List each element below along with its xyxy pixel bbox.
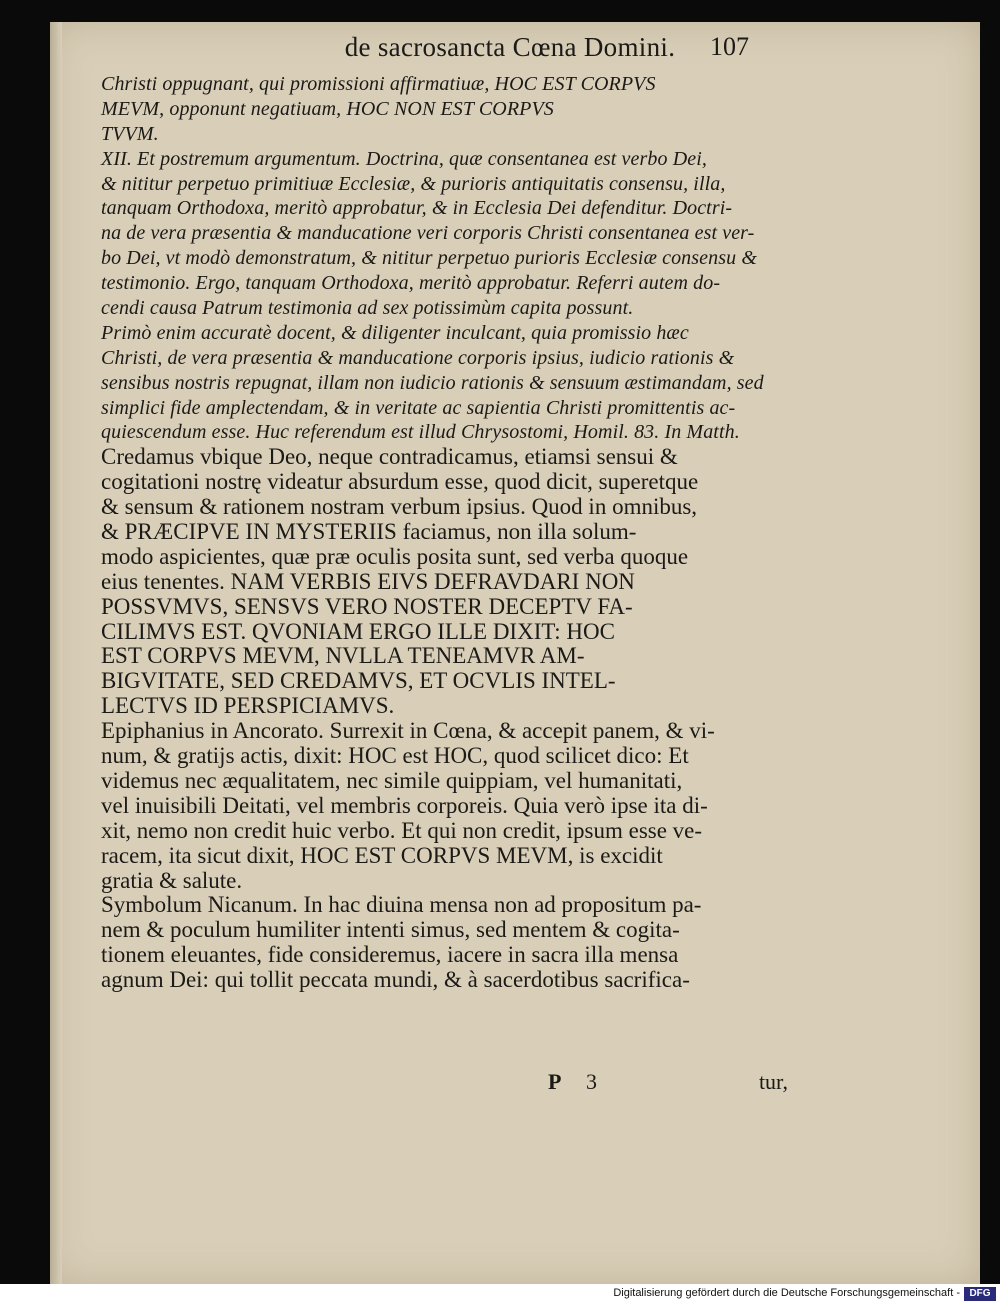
text-line: Credamus vbique Deo, neque contradicamus, etiamsi sensui & xyxy=(101,444,678,470)
page-number: 107 xyxy=(710,32,749,61)
text-line: sensibus nostris repugnat, illam non iudicio rationis & sensuum æstimandam, sed xyxy=(101,371,764,394)
text-line: Christi oppugnant, qui promissioni affirmatiuæ, HOC EST CORPVS xyxy=(101,73,656,95)
text-line: xit, nemo non credit huic verbo. Et qui non credit, ipsum esse ve- xyxy=(101,817,703,843)
text-line: MEVM, opponunt negatiuam, HOC NON EST CORPVS xyxy=(101,97,554,120)
text-line: & nititur perpetuo primitiuæ Ecclesiæ, & purioris antiquitatis consensu, illa, xyxy=(101,172,726,195)
book-page xyxy=(50,22,980,1284)
text-line: racem, ita sicut dixit, HOC EST CORPVS MEVM, is excidit xyxy=(101,842,663,868)
text-line: modo aspicientes, quæ præ oculis posita sunt, sed verba quoque xyxy=(101,543,689,569)
dfg-logo: DFG xyxy=(964,1287,996,1301)
text-line: CILIMVS EST. QVONIAM ERGO ILLE DIXIT: HOC xyxy=(101,618,615,644)
text-line: Epiphanius in Ancorato. Surrexit in Cœna, & accepit panem, & vi- xyxy=(101,718,715,744)
signature-number: 3 xyxy=(586,1069,597,1094)
text-line: testimonio. Ergo, tanquam Orthodoxa, meritò approbatur. Referri autem do- xyxy=(101,272,721,295)
text-line: na de vera præsentia & manducatione veri corporis Christi consentanea est ver- xyxy=(101,222,755,245)
text-line: eius tenentes. NAM VERBIS EIVS DEFRAVDARI NON xyxy=(101,568,635,594)
text-line: POSSVMVS, SENSVS VERO NOSTER DECEPTV FA- xyxy=(101,593,633,619)
text-line: & sensum & rationem nostram verbum ipsius. Quod in omnibus, xyxy=(101,494,698,520)
text-line: & PRÆCIPVE IN MYSTERIIS faciamus, non illa solum- xyxy=(101,519,637,545)
text-line: tionem eleuantes, fide consideremus, iacere in sacra illa mensa xyxy=(101,942,679,968)
footer-bar xyxy=(0,1284,1000,1305)
text-line: gratia & salute. xyxy=(101,867,243,893)
text-block xyxy=(101,72,764,993)
text-line: nem & poculum humiliter intenti simus, sed mentem & cogita- xyxy=(101,917,680,943)
catchword: tur, xyxy=(758,1069,788,1094)
footer-credit: Digitalisierung gefördert durch die Deutsche Forschungsgemeinschaft - xyxy=(613,1287,960,1299)
text-line: LECTVS ID PERSPICIAMVS. xyxy=(101,693,395,719)
text-line: EST CORPVS MEVM, NVLLA TENEAMVR AM- xyxy=(101,643,585,669)
text-line: num, & gratijs actis, dixit: HOC est HOC, quod scilicet dico: Et xyxy=(101,743,689,769)
text-line: agnum Dei: qui tollit peccata mundi, & à sacerdotibus sacrifica- xyxy=(101,967,690,993)
text-line: quiescendum esse. Huc referendum est illud Chrysostomi, Homil. 83. In Matth. xyxy=(101,421,740,444)
text-line: vel inuisibili Deitati, vel membris corporeis. Quia verò ipse ita di- xyxy=(101,792,708,818)
text-line: bo Dei, vt modò demonstratum, & nititur perpetuo purioris Ecclesiæ consensu & xyxy=(101,247,757,270)
text-line: cogitationi nostrę videatur absurdum esse, quod dicit, superetque xyxy=(101,469,699,495)
text-line: cendi causa Patrum testimonia ad sex potissimùm capita possunt. xyxy=(101,297,634,320)
running-head: de sacrosancta Cœna Domini. xyxy=(344,32,676,62)
text-line: tanquam Orthodoxa, meritò approbatur, & in Ecclesia Dei defenditur. Doctri- xyxy=(101,197,733,220)
text-line: Primò enim accuratè docent, & diligenter inculcant, quia promissio hæc xyxy=(101,321,689,344)
text-line: simplici fide amplectendam, & in veritate ac sapientia Christi promittentis ac- xyxy=(101,396,736,419)
text-line: TVVM. xyxy=(101,122,159,145)
text-line: videmus nec æqualitatem, nec simile quippiam, vel humanitati, xyxy=(101,767,683,793)
text-line: XII. Et postremum argumentum. Doctrina, quæ consentanea est verbo Dei, xyxy=(101,147,707,170)
signature-mark: P xyxy=(548,1069,562,1094)
text-line: Symbolum Nicanum. In hac diuina mensa non ad propositum pa- xyxy=(101,892,702,918)
text-line: BIGVITATE, SED CREDAMVS, ET OCVLIS INTEL- xyxy=(101,668,616,694)
text-line: Christi, de vera præsentia & manducatione corporis ipsius, iudicio rationis & xyxy=(101,346,735,369)
